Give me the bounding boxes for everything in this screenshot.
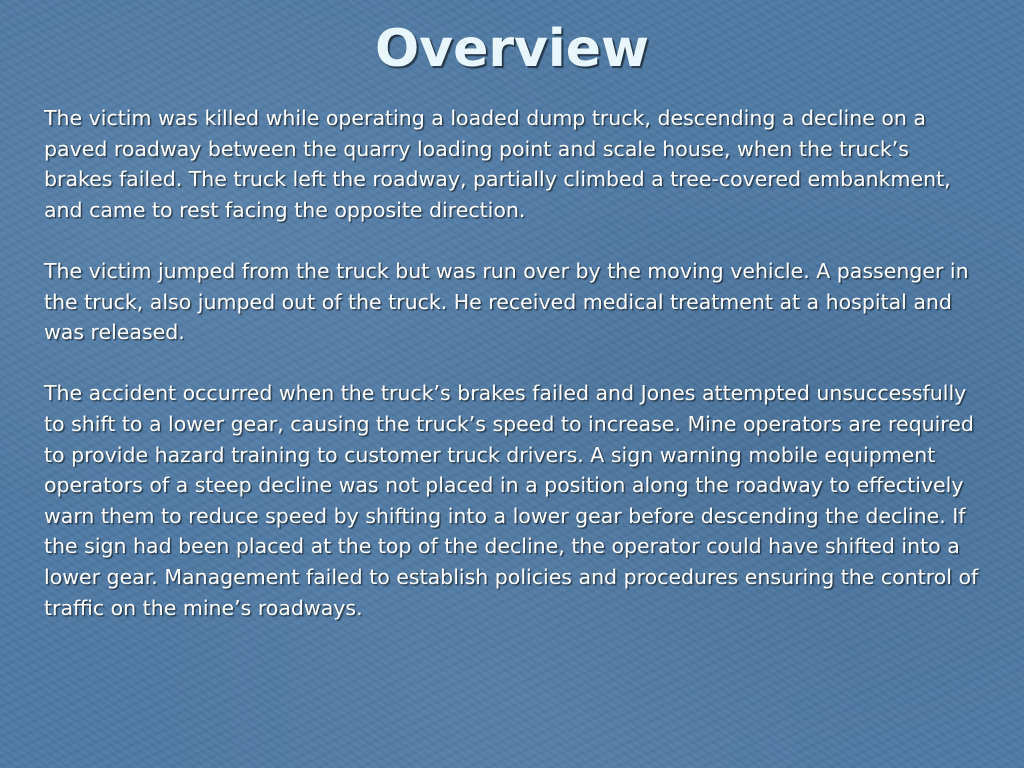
slide-body: [44, 103, 979, 623]
paragraph-victim-and-passenger: The victim jumped from the truck but was run over by the moving vehicle. A passenger in the truck, also jumped out of the truck. He received medical treatment at a hospital and was released.: [44, 258, 969, 345]
paragraph-root-cause: The accident occurred when the truck’s brakes failed and Jones attempted unsuccessfully to shift to a lower gear, causing the truck’s speed to increase. Mine operators are required to provide hazard training to customer truck drivers. A sign warning mobile equipment operators of a steep decline was not placed in a position along the roadway to effectively warn them to reduce speed by shifting into a lower gear before descending the decline. If the sign had been placed at the top of the decline, the operator could have shifted into a lower gear. Management failed to establish policies and procedures ensuring the control of traffic on the mine’s roadways.: [44, 381, 979, 620]
slide-title: Overview: [374, 19, 650, 79]
paragraph-accident-summary: The victim was killed while operating a loaded dump truck, descending a decline on a paved roadway between the quarry loading point and scale house, when the truck’s brakes failed. The truck left the roadway, partially climbed a tree-covered embankment, and came to rest facing the opposite direction.: [44, 106, 951, 222]
